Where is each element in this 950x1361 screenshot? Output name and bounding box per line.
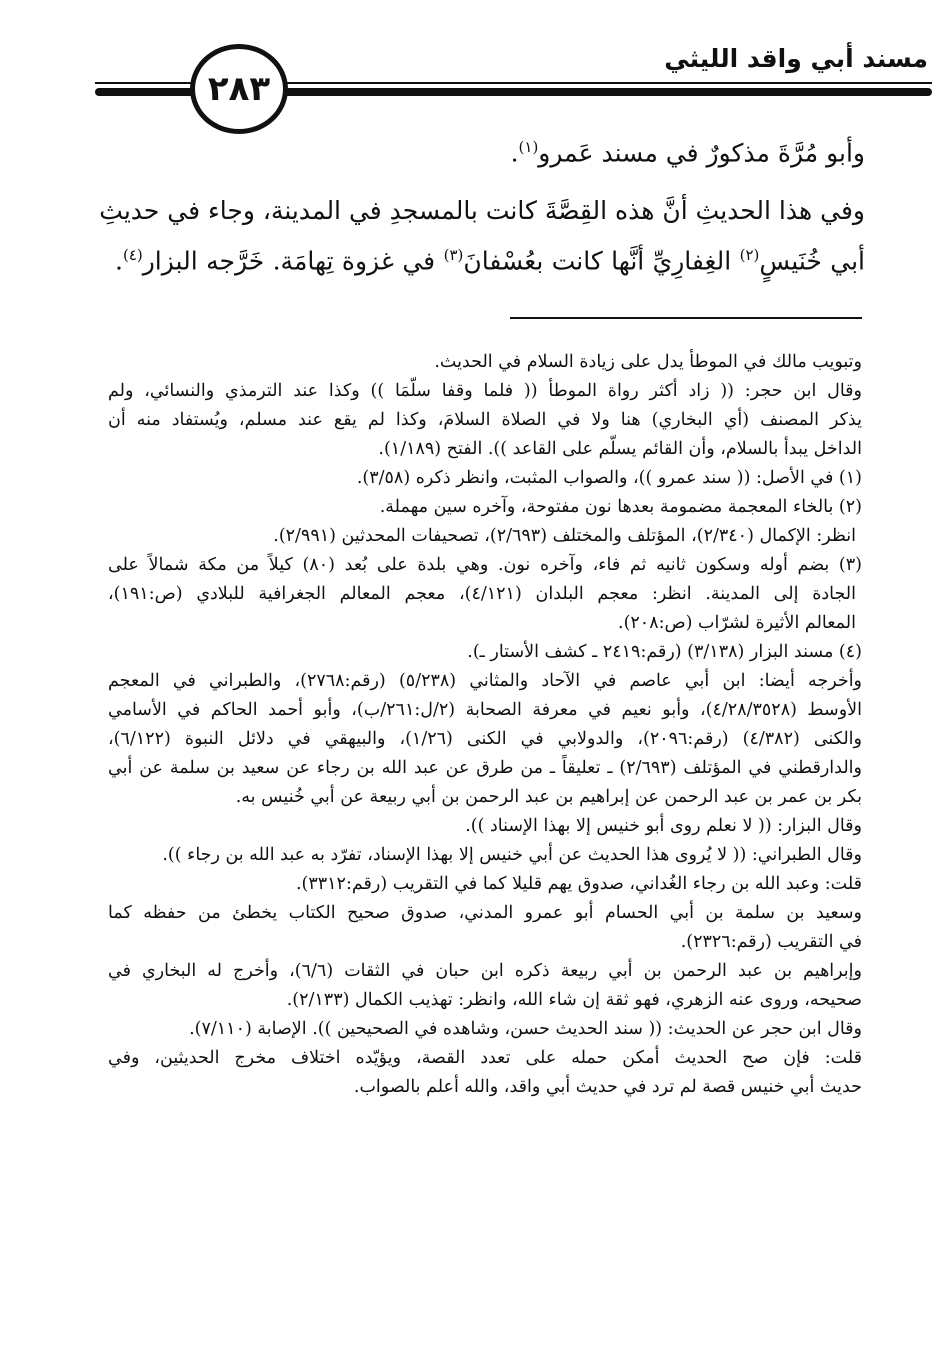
- footnote-line: وتبويب مالك في الموطأ يدل على زيادة السلام في الحديث.: [434, 352, 862, 372]
- footnote-line: الأوسط (٤/٢٨/٣٥٢٨)، وأبو نعيم في معرفة الصحابة (٢/ل:٢٦١/ب)، وأبو أحمد الحاكم في الأسامي: [108, 700, 862, 720]
- footnote-line: يذكر المصنف (أي البخاري) هنا ولا في الصلاة السلامَ، وكذا لم يقع عند مسلم، ويُستفاد منه أن: [108, 410, 862, 430]
- footnote-line: انظر: الإكمال (٢/٣٤٠)، المؤتلف والمختلف (٢/٦٩٣)، تصحيفات المحدثين (٢/٩٩١).: [273, 526, 856, 546]
- footnote-line: وقال الطبراني: (( لا يُروى هذا الحديث عن أبي خنيس إلا بهذا الإسناد، تفرّد به عبد الله بن رجاء )).: [162, 845, 862, 865]
- footnote-ref: (٣): [443, 246, 464, 264]
- running-head-title: مسند أبي واقد الليثي: [664, 44, 928, 73]
- footnote-line: (١) في الأصل: (( سند عمرو ))، والصواب المثبت، وانظر ذكره (٣/٥٨).: [356, 468, 862, 488]
- footnote-line: (٤) مسند البزار (٣/١٣٨) (رقم:٢٤١٩ ـ كشف الأستار ـ).: [467, 642, 862, 662]
- footnote-ref: (٢): [739, 246, 760, 264]
- footnote-ref: (١): [518, 138, 539, 156]
- footnote-separator: [510, 317, 862, 319]
- footnote-line: والكنى (٤/٣٨٢) (رقم:٢٠٩٦)، والدولابي في الكنى (١/٢٦)، والبيهقي في دلائل النبوة (٦/١٢٢)،: [108, 729, 862, 749]
- footnote-line: وقال البزار: (( لا نعلم روى أبو خنيس إلا بهذا الإسناد )).: [465, 816, 862, 836]
- main-text-span: وأبو مُرَّةَ مذكورٌ في مسند عَمرو: [538, 138, 865, 168]
- main-text-span: أبي خُنَيسٍ: [759, 246, 865, 276]
- main-line-1: [115, 138, 865, 167]
- footnote-line: وأخرجه أيضا: ابن أبي عاصم في الآحاد والمثاني (٥/٢٣٨) (رقم:٢٧٦٨)، والطبراني في المعجم: [108, 671, 863, 691]
- footnote-line: وإبراهيم بن عبد الرحمن بن أبي ربيعة ذكره ابن حبان في الثقات (٦/٦)، وأخرج له البخاري في: [108, 961, 862, 981]
- footnote-line: قلت: وعبد الله بن رجاء الغُداني، صدوق يهم قليلا كما في التقريب (رقم:٣٣١٢).: [295, 874, 862, 894]
- footnote-line: (٣) بضم أوله وسكون ثانيه ثم فاء، وآخره نون. وهي بلدة على بُعد (٨٠) كيلاً من مكة شمالاً على: [108, 555, 862, 575]
- footnote-ref: (٤): [122, 246, 143, 264]
- main-text-span: .: [115, 246, 123, 276]
- footnote-line: الداخل يبدأ بالسلام، وأن القائم يسلّم على القاعد )). الفتح (١/١٨٩).: [378, 439, 862, 459]
- footnote-line: المعالم الأثيرة لشرّاب (ص:٢٠٨).: [618, 613, 856, 633]
- footnote-line: حديث أبي خنيس قصة لم ترد في حديث أبي واقد، والله أعلم بالصواب.: [353, 1077, 862, 1097]
- footnote-line: وقال ابن حجر عن الحديث: (( سند الحديث حسن، وشاهده في الصحيحين )). الإصابة (٧/١١٠).: [189, 1019, 862, 1039]
- main-line-3: [115, 246, 865, 275]
- footnote-line: والدارقطني في المؤتلف (٢/٦٩٣) ـ تعليقاً ـ من طرق عن عبد الله بن رجاء عن سعيد بن سلمة عن أبي: [108, 758, 862, 778]
- footnote-line: وقال ابن حجر: (( زاد أكثر رواة الموطأ (( فلما وقفا سلّمَا )) وكذا عند الترمذي والنسائي، ولم: [108, 381, 862, 401]
- main-text-span: في غزوة تِهامَة. خَرَّجه البزار: [142, 246, 444, 276]
- page-number: ٢٨٣: [207, 69, 271, 109]
- footnote-line: بكر بن عمر بن عبد الرحمن عن إبراهيم بن عبد الرحمن بن أبي ربيعة عن أبي خُنيس به.: [235, 787, 862, 807]
- footnote-line: صحيحه، وروى عنه الزهري، فهو ثقة إن شاء الله، وانظر: تهذيب الكمال (٢/١٣٣).: [286, 990, 862, 1010]
- footnote-line: وسعيد بن سلمة بن أبي الحسام أبو عمرو المدني، صدوق صحيح الكتاب يخطئ من حفظه كما: [108, 903, 862, 923]
- page-number-badge: [190, 44, 288, 134]
- main-line-2: وفي هذا الحديثِ أنَّ هذه القِصَّةَ كانت بالمسجدِ في المدينة، وجاء في حديثِ: [99, 196, 865, 225]
- main-text-span: الغِفارِيِّ أنَّها كانت بعُسْفانَ: [463, 246, 740, 276]
- footnote-line: في التقريب (رقم:٢٣٢٦).: [680, 932, 862, 952]
- footnote-line: (٢) بالخاء المعجمة مضمومة بعدها نون مفتوحة، وآخره سين مهملة.: [379, 497, 862, 517]
- footnote-line: الجادة إلى المدينة. انظر: معجم البلدان (٤/١٢١)، معجم المعالم الجغرافية للبلادي (ص:١٩١)،: [108, 584, 856, 604]
- main-text-span: .: [510, 138, 519, 168]
- footnote-line: قلت: فإن صح الحديث أمكن حمله على تعدد القصة، ويؤيّده اختلاف مخرج الحديثين، وفي: [108, 1048, 862, 1068]
